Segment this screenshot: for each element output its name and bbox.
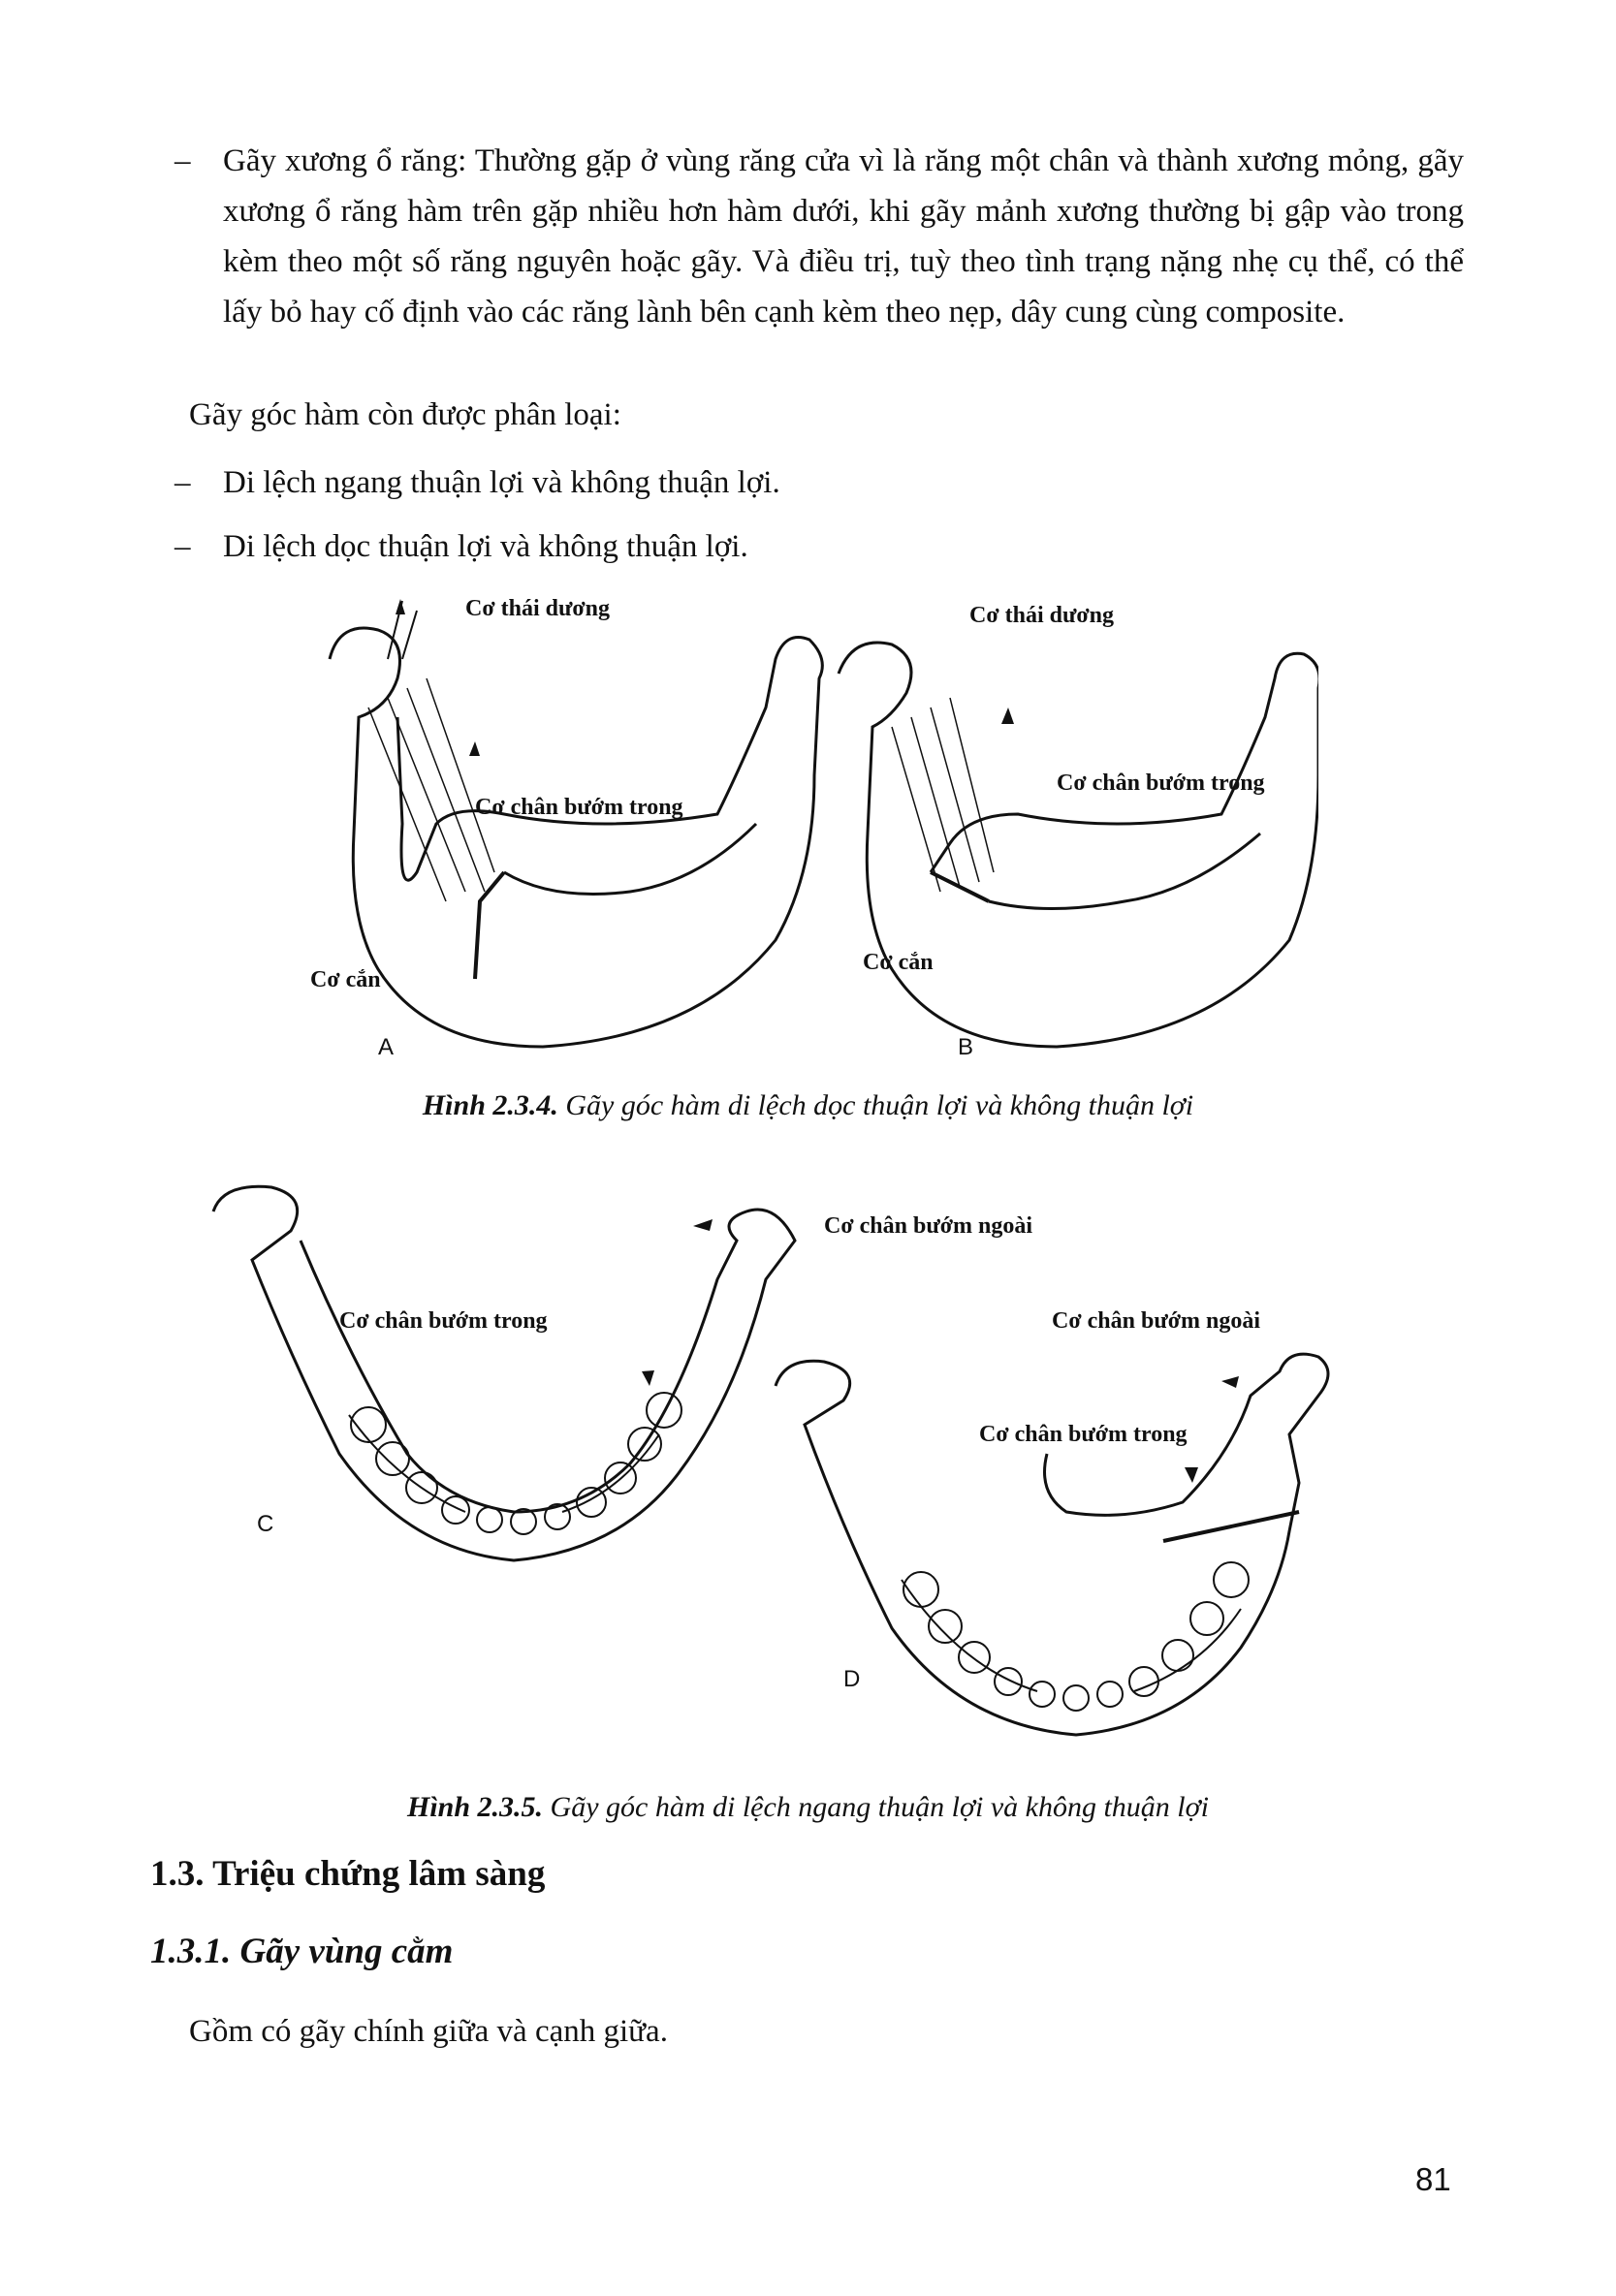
alveolar-fracture-text: Gãy xương ổ răng: Thường gặp ở vùng răng cửa vì là răng một chân và thành xương mỏng, gãy xương ổ răng hàm trên gặp nhiều hơn hàm dưới, khi gãy mảnh xương thường bị gập vào trong kèm theo một số răng nguyên hoặc gãy. Và điều trị, tuỳ theo tình trạng nặng nhẹ cụ thể, có thể lấy bỏ hay cố định vào các răng lành bên cạnh kèm theo nẹp, dây cung cùng composite. [223,143,1464,330]
panel-c-mandible [213,1186,795,1560]
page-number: 81 [1415,2161,1451,2197]
list-dash: – [174,529,191,564]
panel-d-label-lateral-pterygoid: Cơ chân bướm ngoài [1052,1308,1261,1334]
panel-b-letter: B [958,1034,974,1060]
panel-b-arrows [1001,708,1014,724]
classification-lead: Gãy góc hàm còn được phân loại: [189,397,621,432]
figure-2-3-4 [310,582,1318,1066]
caption-text: Gãy góc hàm di lệch ngang thuận lợi và không thuận lợi [543,1791,1209,1823]
panel-c-label-medial-pterygoid: Cơ chân bướm trong [339,1308,548,1334]
panel-c-arrows [642,1219,713,1386]
panel-a-label-masseter: Cơ cắn [310,967,381,992]
panel-d-label-medial-pterygoid: Cơ chân bướm trong [979,1422,1188,1447]
panel-d-teeth [903,1562,1249,1711]
classification-item-2 [174,521,1464,572]
list-dash: – [174,143,191,178]
panel-b-label-temporalis: Cơ thái dương [969,603,1115,628]
list-dash: – [174,465,191,500]
classification-item-text: Di lệch ngang thuận lợi và không thuận lợi. [223,465,780,500]
caption-number: Hình 2.3.4. [422,1089,558,1121]
figure-2-3-5-drawing [194,1163,1415,1783]
panel-c-letter: C [257,1511,274,1537]
figure-2-3-5 [194,1163,1415,1783]
panel-a-arrows [396,599,480,756]
panel-d-letter: D [843,1666,861,1692]
caption-text: Gãy góc hàm di lệch dọc thuận lợi và không thuận lợi [557,1089,1194,1121]
panel-b-mandible [839,643,1318,1047]
section-heading: 1.3. Triệu chứng lâm sàng [150,1854,546,1894]
panel-a-label-medial-pterygoid: Cơ chân bướm trong [475,795,683,820]
figure-2-3-4-caption [0,1089,1616,1122]
classification-item-1 [174,457,1464,508]
panel-b-label-masseter: Cơ cắn [863,950,934,975]
panel-b-label-medial-pterygoid: Cơ chân bướm trong [1057,771,1265,796]
panel-a-letter: A [378,1034,395,1060]
caption-number: Hình 2.3.5. [407,1791,544,1823]
panel-c-label-lateral-pterygoid: Cơ chân bướm ngoài [824,1213,1033,1239]
subsection-heading: 1.3.1. Gãy vùng cằm [150,1932,454,1971]
panel-a-label-temporalis: Cơ thái dương [465,596,611,621]
figure-2-3-5-caption [0,1791,1616,1824]
intro-list-item [174,136,1464,337]
figure-2-3-4-drawing [310,582,1318,1066]
closing-paragraph: Gồm có gãy chính giữa và cạnh giữa. [189,2014,668,2049]
classification-item-text: Di lệch dọc thuận lợi và không thuận lợi. [223,529,748,564]
panel-a-mandible [330,601,822,1047]
